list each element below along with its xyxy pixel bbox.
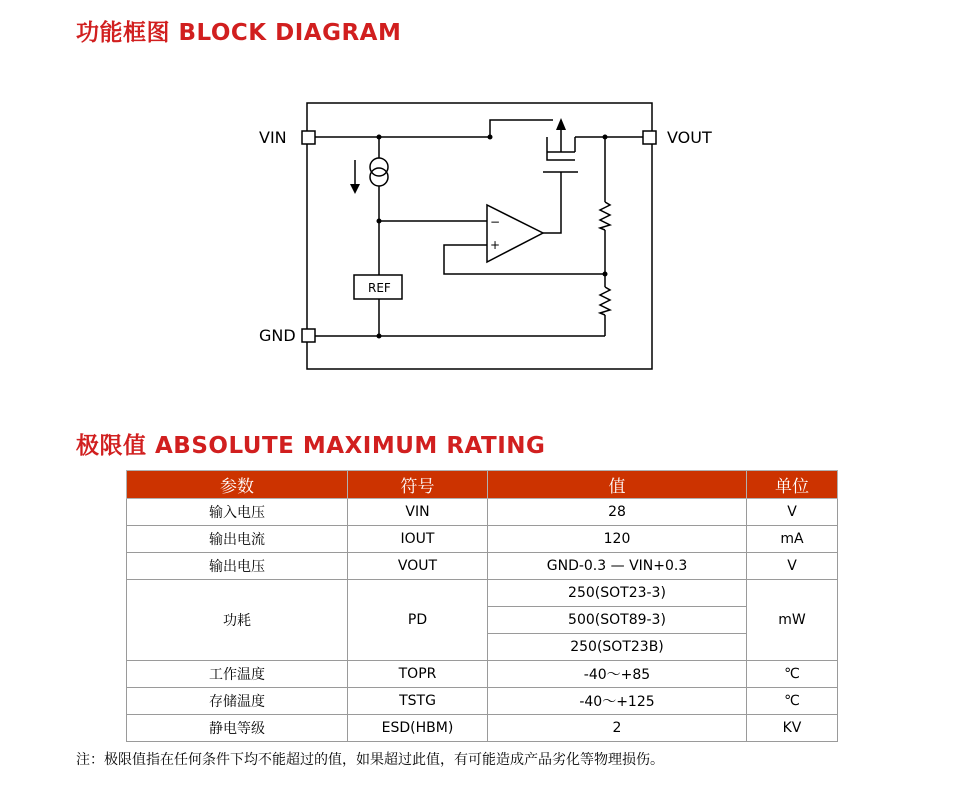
unit-cell: ℃ <box>747 661 838 688</box>
gnd-label: GND <box>259 326 296 345</box>
header-parameter: 参数 <box>127 471 348 499</box>
vout-pin <box>643 131 656 144</box>
table-row <box>127 553 838 580</box>
symbol-cell: VIN <box>348 499 488 526</box>
vin-label: VIN <box>259 128 287 147</box>
ref-label: REF <box>368 281 391 295</box>
symbol-cell: PD <box>348 580 488 661</box>
unit-cell: ℃ <box>747 688 838 715</box>
value-cell: 250(SOT23-3) <box>488 580 747 607</box>
unit-cell: V <box>747 499 838 526</box>
unit-cell: V <box>747 553 838 580</box>
table-row <box>127 661 838 688</box>
op-amp <box>487 205 543 262</box>
value-cell: 2 <box>488 715 747 742</box>
param-cell: 输出电压 <box>127 553 348 580</box>
block-diagram-heading: 功能框图 BLOCK DIAGRAM <box>76 20 402 46</box>
absolute-maximum-ratings-table <box>126 470 838 742</box>
table-row <box>127 580 838 607</box>
value-cell: -40～+125 <box>488 688 747 715</box>
param-cell: 输入电压 <box>127 499 348 526</box>
symbol-cell: IOUT <box>348 526 488 553</box>
value-cell: -40～+85 <box>488 661 747 688</box>
block-frame <box>307 103 652 369</box>
circuit-wires <box>315 120 643 336</box>
current-source <box>370 158 388 186</box>
footnote: 注：极限值指在任何条件下均不能超过的值，如果超过此值，有可能造成产品劣化等物理损伤。 <box>76 752 664 768</box>
header-value: 值 <box>488 471 747 499</box>
table-row <box>127 499 838 526</box>
value-cell: 28 <box>488 499 747 526</box>
symbol-cell: TOPR <box>348 661 488 688</box>
header-symbol: 符号 <box>348 471 488 499</box>
param-cell: 工作温度 <box>127 661 348 688</box>
op-amp-plus-label: + <box>490 238 501 252</box>
upper-resistor <box>600 202 610 230</box>
table-row <box>127 715 838 742</box>
table-row <box>127 526 838 553</box>
op-amp-minus-label: − <box>490 215 501 229</box>
ratings-heading: 极限值 ABSOLUTE MAXIMUM RATING <box>76 433 546 459</box>
symbol-cell: ESD(HBM) <box>348 715 488 742</box>
current-direction-arrow-icon <box>350 160 360 194</box>
symbol-cell: VOUT <box>348 553 488 580</box>
param-cell: 静电等级 <box>127 715 348 742</box>
value-cell: 250(SOT23B) <box>488 634 747 661</box>
param-cell: 输出电流 <box>127 526 348 553</box>
unit-cell: KV <box>747 715 838 742</box>
param-cell: 存储温度 <box>127 688 348 715</box>
value-cell: 120 <box>488 526 747 553</box>
table-row <box>127 688 838 715</box>
gnd-pin <box>302 329 315 342</box>
pass-transistor <box>547 130 575 160</box>
vin-pin <box>302 131 315 144</box>
param-cell: 功耗 <box>127 580 348 661</box>
vout-label: VOUT <box>667 128 712 147</box>
lower-resistor <box>600 287 610 315</box>
header-unit: 单位 <box>747 471 838 499</box>
transistor-arrow-icon <box>556 118 566 130</box>
value-cell: GND-0.3 — VIN+0.3 <box>488 553 747 580</box>
value-cell: 500(SOT89-3) <box>488 607 747 634</box>
unit-cell: mA <box>747 526 838 553</box>
table-header-row <box>127 471 838 499</box>
unit-cell: mW <box>747 580 838 661</box>
symbol-cell: TSTG <box>348 688 488 715</box>
